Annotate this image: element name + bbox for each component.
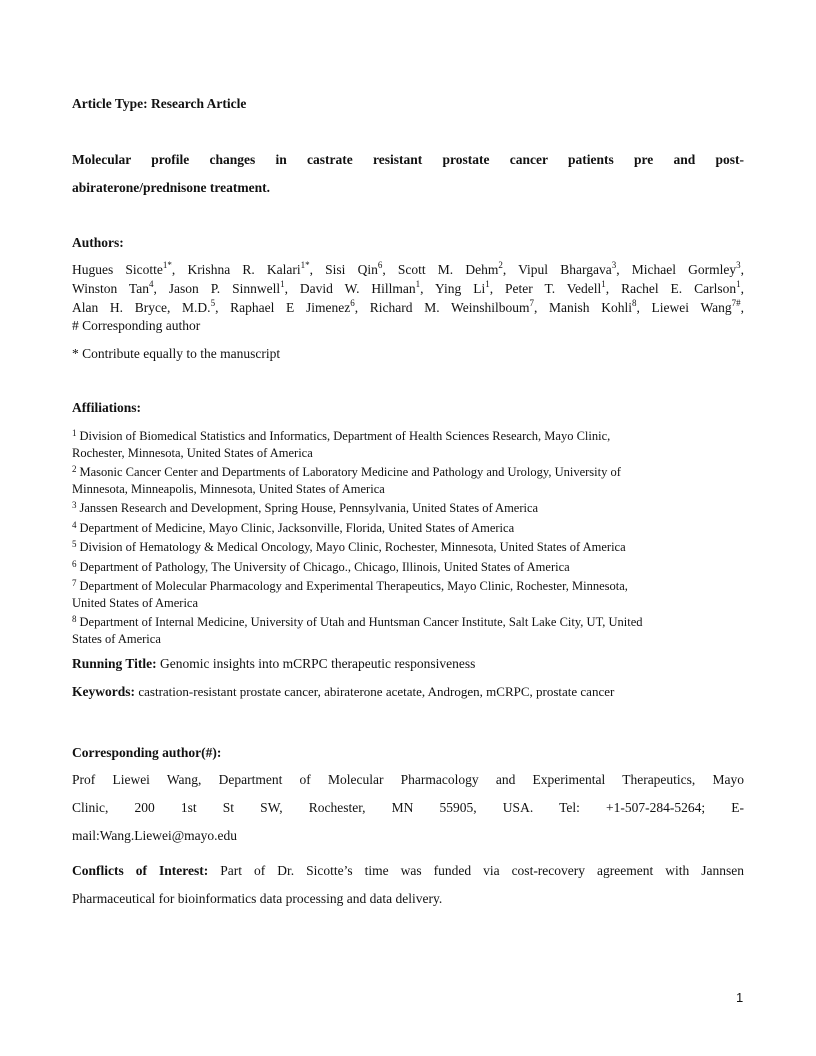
equal-contribution-note: * Contribute equally to the manuscript xyxy=(72,346,281,361)
author-affiliation-marker: 3 xyxy=(611,259,617,270)
author-name: , Vipul Bhargava xyxy=(502,262,612,277)
keywords-label: Keywords: xyxy=(72,684,135,699)
corresponding-heading: Corresponding author(#): xyxy=(72,745,222,760)
conflicts-text-1: Part of Dr. Sicotte’s time was funded via cost-recovery agreement with Jannsen xyxy=(220,863,744,878)
authors-heading: Authors: xyxy=(72,235,124,250)
author-name: , Raphael E Jimenez xyxy=(215,300,351,315)
author-affiliation-marker: 1 xyxy=(280,278,285,289)
affiliation-number: 1 xyxy=(72,428,77,438)
authors-line-1 xyxy=(72,259,744,278)
author-name: Alan H. Bryce, M.D. xyxy=(72,300,211,315)
author-name: , Michael Gormley xyxy=(616,262,737,277)
running-title-text: Genomic insights into mCRPC therapeutic responsiveness xyxy=(160,656,476,671)
keywords xyxy=(72,684,744,700)
corresponding-line-1: Prof Liewei Wang, Department of Molecular Pharmacology and Experimental Therapeutics, Mayo xyxy=(72,772,744,787)
affiliation-number: 7 xyxy=(72,578,77,588)
author-affiliation-marker: 7# xyxy=(731,297,741,308)
author-name: , Peter T. Vedell xyxy=(489,281,602,296)
title-line-1: Molecular profile changes in castrate resistant prostate cancer patients pre and post- xyxy=(72,152,744,167)
keywords-text: castration-resistant prostate cancer, abiraterone acetate, Androgen, mCRPC, prostate cancer xyxy=(138,684,615,699)
affiliation-number: 4 xyxy=(72,519,77,530)
affiliation-item xyxy=(72,536,744,556)
affiliations-list xyxy=(72,425,744,647)
author-name: , Richard M. Weinshilboum xyxy=(354,300,530,315)
authors-line-3 xyxy=(72,297,745,316)
author-name: , Rachel E. Carlson xyxy=(605,281,737,296)
corresponding-line-2: Clinic, 200 1st St SW, Rochester, MN 55905, USA. Tel: +1-507-284-5264; E- xyxy=(72,800,744,815)
author-affiliation-marker: 8 xyxy=(631,297,637,308)
author-affiliation-marker: 7 xyxy=(529,297,534,308)
affiliation-line: Division of Hematology & Medical Oncology, Mayo Clinic, Rochester, Minnesota, United States of America xyxy=(79,540,626,554)
title-line-2: abiraterone/prednisone treatment. xyxy=(72,180,270,195)
affiliation-line: Department of Pathology, The University of Chicago., Chicago, Illinois, United States of America xyxy=(79,559,570,574)
affiliations-heading: Affiliations: xyxy=(72,400,141,415)
affiliation-line: Rochester, Minnesota, United States of America xyxy=(72,445,313,460)
affiliation-line: United States of America xyxy=(72,595,199,610)
affiliation-item xyxy=(72,611,744,647)
affiliation-line: Department of Molecular Pharmacology and Experimental Therapeutics, Mayo Clinic, Rochester, Minnesota, xyxy=(79,579,628,593)
author-name: , Krishna R. Kalari xyxy=(171,262,301,277)
author-name: , Scott M. Dehm xyxy=(382,262,499,277)
affiliation-item xyxy=(72,575,744,611)
corresponding-note: # Corresponding author xyxy=(72,318,201,333)
running-title-label: Running Title: xyxy=(72,656,157,671)
affiliation-number: 6 xyxy=(72,558,77,569)
author-affiliation-marker: 1 xyxy=(415,278,421,289)
author-affiliation-marker: 4 xyxy=(148,278,154,289)
author-affiliation-marker: 3 xyxy=(736,259,741,270)
author-name: , Manish Kohli xyxy=(533,300,632,315)
conflicts-line-1 xyxy=(72,863,744,879)
affiliation-line: Minnesota, Minneapolis, Minnesota, United States of America xyxy=(72,481,385,496)
author-name: , Liewei Wang xyxy=(636,300,732,315)
author-name: , Ying Li xyxy=(420,281,486,296)
authors-line-2 xyxy=(72,278,744,297)
affiliation-number: 3 xyxy=(72,500,77,510)
running-title xyxy=(72,656,744,672)
author-name: , Sisi Qin xyxy=(309,262,378,277)
author-name: , David W. Hillman xyxy=(284,281,416,296)
affiliation-number: 5 xyxy=(72,539,77,549)
affiliation-line: States of America xyxy=(72,631,161,646)
author-name: Winston Tan xyxy=(72,281,149,296)
affiliation-item xyxy=(72,517,744,537)
affiliation-line: Division of Biomedical Statistics and Informatics, Department of Health Sciences Research, Mayo Clinic, xyxy=(79,429,611,443)
affiliation-number: 2 xyxy=(72,464,77,474)
affiliation-line: Department of Internal Medicine, University of Utah and Huntsman Cancer Institute, Salt Lake City, UT, United xyxy=(79,615,643,629)
affiliation-item xyxy=(72,556,744,576)
corresponding-line-3: mail:Wang.Liewei@mayo.edu xyxy=(72,828,238,843)
author-affiliation-marker: 1* xyxy=(300,259,310,270)
author-affiliation-marker: 1 xyxy=(601,278,606,289)
affiliation-item xyxy=(72,425,744,461)
affiliation-line: Masonic Cancer Center and Departments of Laboratory Medicine and Pathology and Urology, University of xyxy=(79,465,621,479)
author-name: , Jason P. Sinnwell xyxy=(153,281,281,296)
author-affiliation-marker: 1* xyxy=(162,259,172,270)
author-name: , xyxy=(740,300,745,315)
affiliation-line: Department of Medicine, Mayo Clinic, Jacksonville, Florida, United States of America xyxy=(79,520,515,535)
author-name: , xyxy=(740,281,744,296)
author-name: , xyxy=(740,262,744,277)
author-affiliation-marker: 1 xyxy=(736,278,741,289)
affiliation-item xyxy=(72,497,744,517)
affiliation-number: 8 xyxy=(72,614,77,624)
author-affiliation-marker: 2 xyxy=(498,259,503,270)
author-name: Hugues Sicotte xyxy=(72,262,163,277)
page-number: 1 xyxy=(736,990,744,1005)
author-affiliation-marker: 6 xyxy=(377,259,383,270)
author-affiliation-marker: 5 xyxy=(210,297,216,308)
conflicts-label: Conflicts of Interest: xyxy=(72,863,209,878)
conflicts-line-2: Pharmaceutical for bioinformatics data processing and data delivery. xyxy=(72,891,443,906)
affiliation-line: Janssen Research and Development, Spring House, Pennsylvania, United States of America xyxy=(79,501,539,515)
author-affiliation-marker: 1 xyxy=(485,278,490,289)
affiliation-item xyxy=(72,461,744,497)
author-affiliation-marker: 6 xyxy=(350,297,355,308)
article-type: Article Type: Research Article xyxy=(72,96,247,111)
